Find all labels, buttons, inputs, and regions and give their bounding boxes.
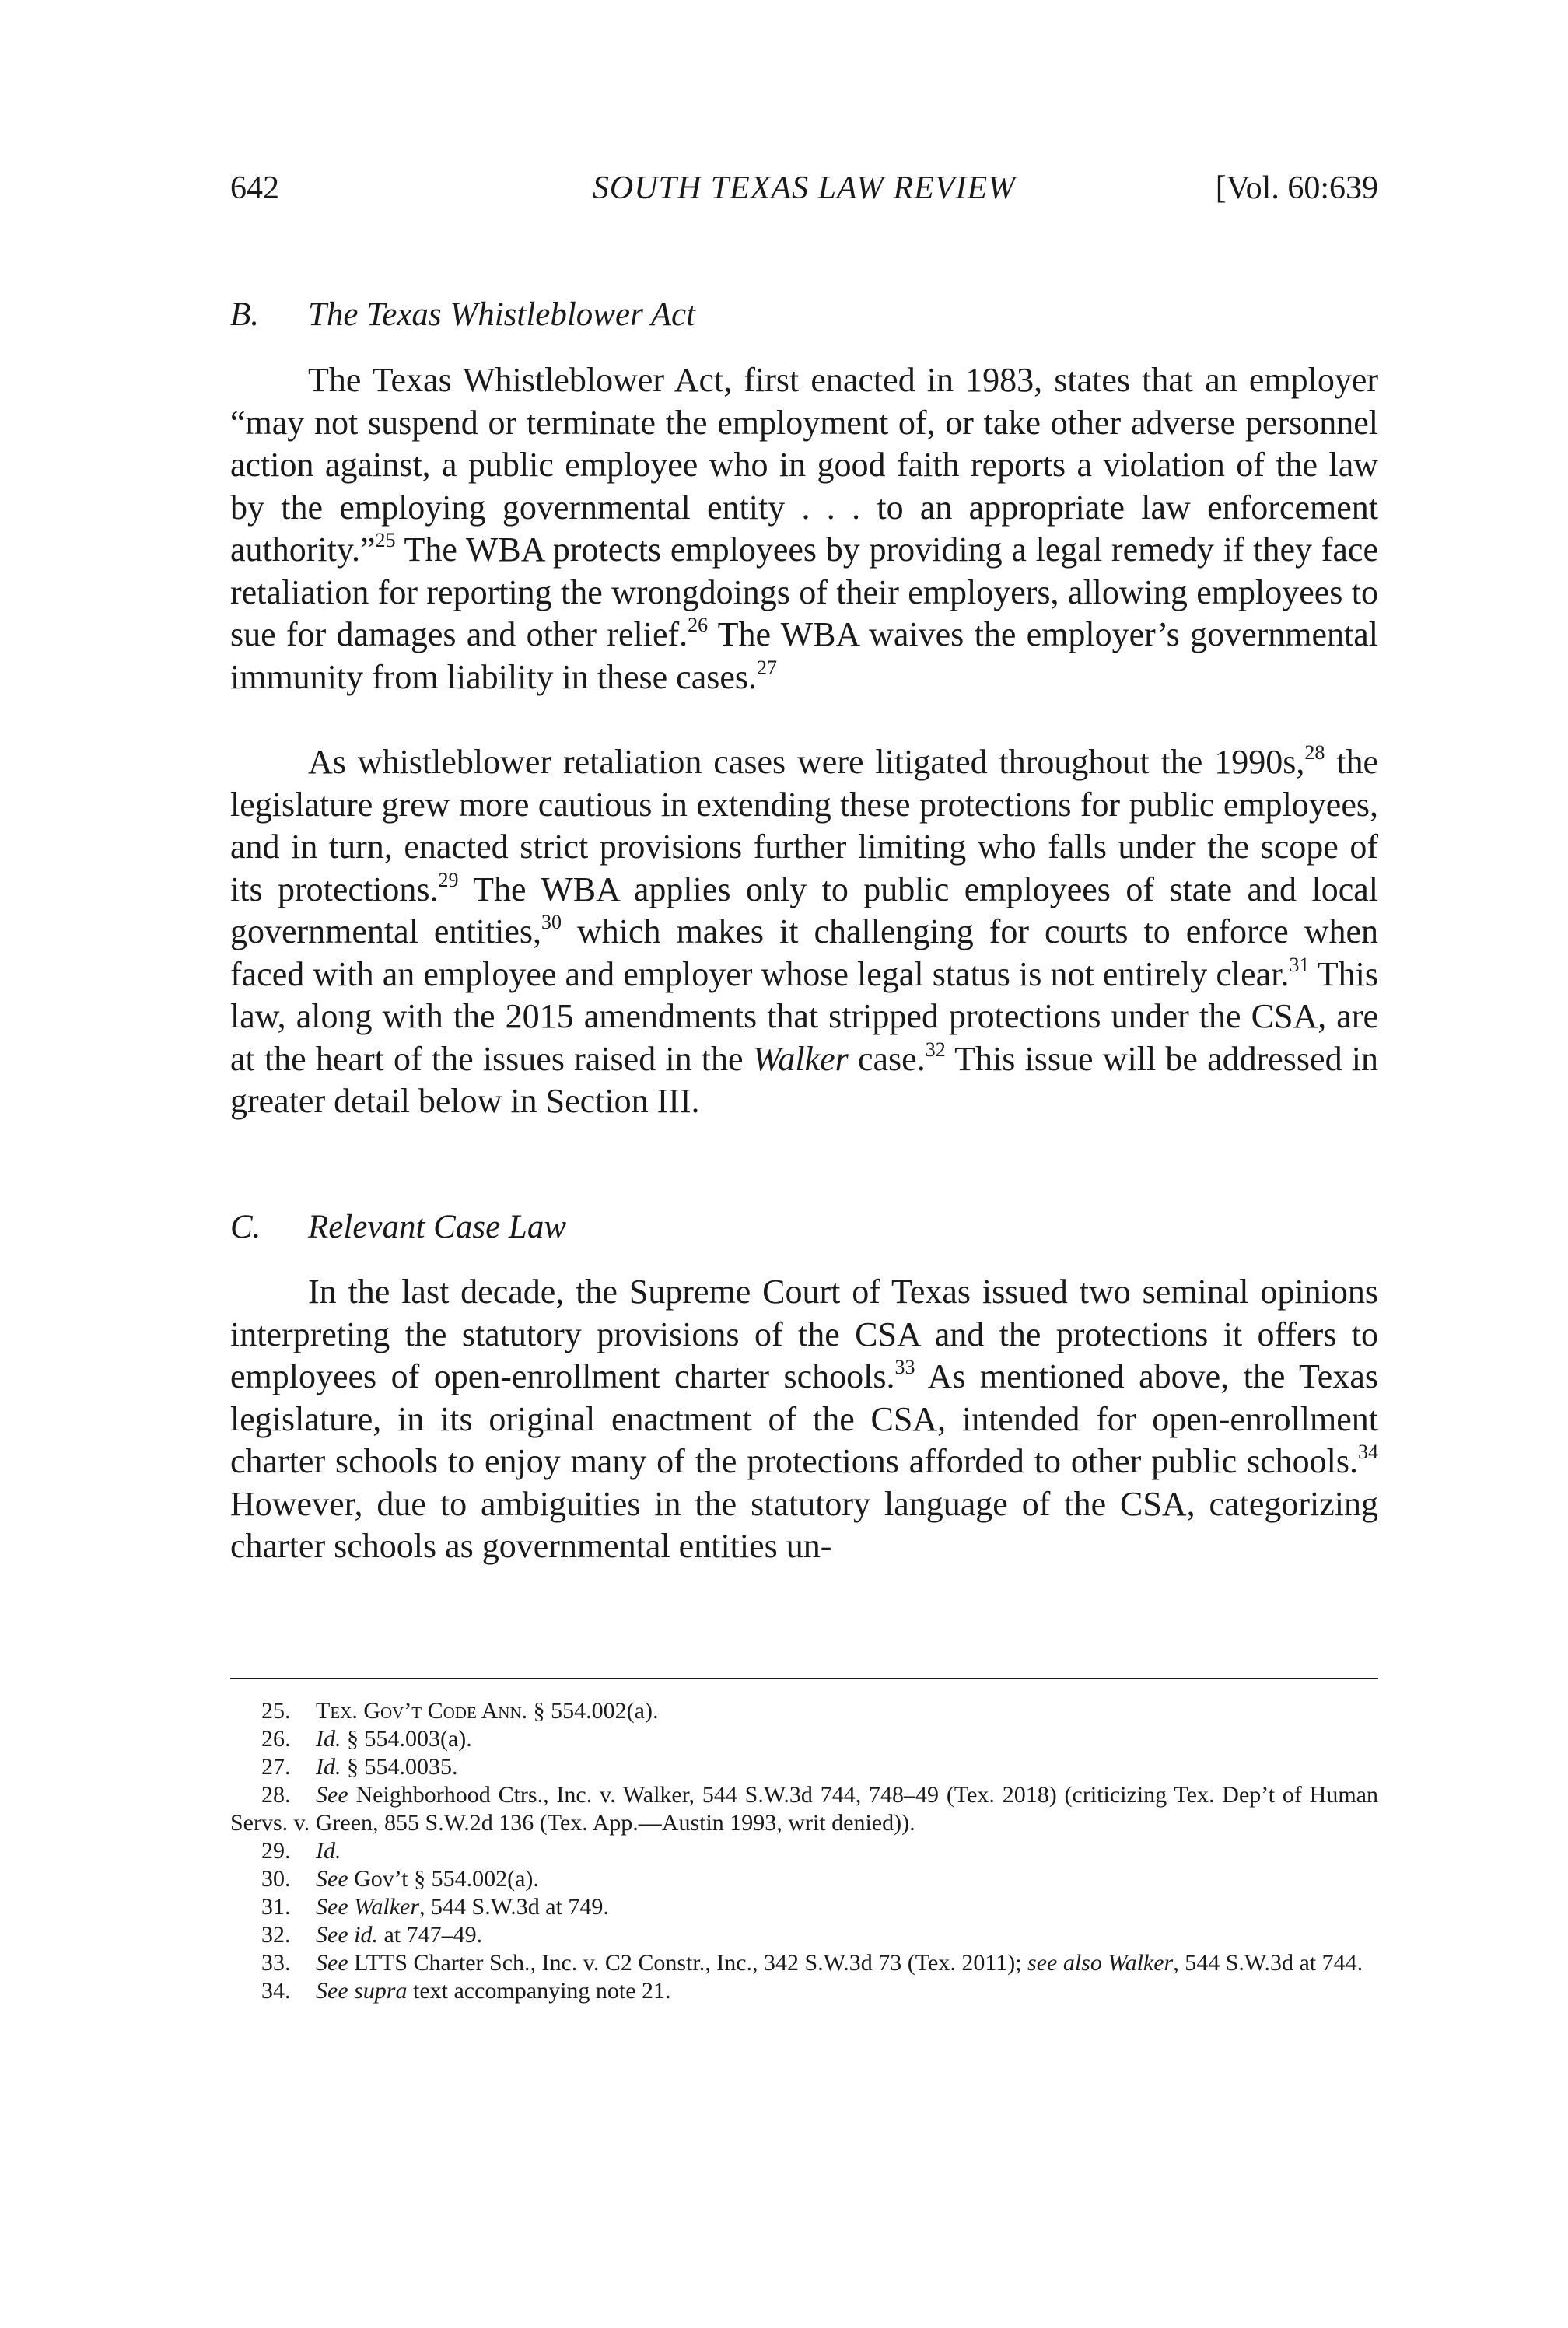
footnote: 27. Id. § 554.0035.: [261, 1754, 458, 1780]
footnote: 33. See LTTS Charter Sch., Inc. v. C2 Constr., Inc., 342 S.W.3d 73 (Tex. 2011); see also Walker, 544 S.W.3d at 744.: [261, 1950, 1363, 1976]
footnote: 25. Tex. Gov’t Code Ann. § 554.002(a).: [261, 1698, 659, 1724]
footnote-ref[interactable]: 32: [925, 1038, 946, 1061]
footnote: 28. See Neighborhood Ctrs., Inc. v. Walker, 544 S.W.3d 744, 748–49 (Tex. 2018) (criticizing Tex. Dep’t of Human Servs. v. Green, 855 S.W.2d 136 (Tex. App.—Austin 1993, writ denied)).: [230, 1782, 1378, 1836]
footnote-ref[interactable]: 28: [1304, 741, 1325, 764]
footnote: 29. Id.: [261, 1838, 341, 1864]
footnote-divider: [230, 1678, 1378, 1679]
footnote-ref[interactable]: 26: [688, 614, 709, 636]
footnote-ref[interactable]: 33: [894, 1356, 915, 1378]
section-heading-b: [230, 296, 695, 334]
section-title: Relevant Case Law: [308, 1209, 567, 1245]
footnotes: [230, 1697, 1378, 2005]
section-letter: B.: [230, 296, 260, 333]
footnote-ref[interactable]: 29: [438, 868, 459, 891]
paragraph-wba-history: As whistleblower retaliation cases were litigated throughout the 1990s,$^{28}$ the legislature grew more cautious in extending these protections for public employees, and in turn, enacted strict provisions further limiting who falls under the scope of its protections.$^{29}$ The WBA applies only to public employees of state and local governmental entities,$^{30}$ which makes it challenging for courts to enforce when faced with an employee and employer whose legal status is not entirely clear.$^{31}$ This law, along with the 2015 amendments that stripped protections under the CSA, are at the heart of the issues raised in the Walker case.$^{32}$ This issue will be addressed in greater detail below in Section III.: [230, 741, 1379, 1120]
footnote-ref[interactable]: 27: [757, 656, 777, 679]
paragraph-case-law: In the last decade, the Supreme Court of Texas issued two seminal opinions interpreting the statutory provisions of the CSA and the protections it offers to employees of open-enrollment charter schools.$^{33}$ As mentioned above, the Texas legislature, in its original enactment of the CSA, intended for open-enrollment charter schools to enjoy many of the protections afforded to other public schools.$^{34}$ However, due to ambiguities in the statutory language of the CSA, categorizing charter schools as governmental entities un-: [230, 1273, 1378, 1565]
section-letter: C.: [230, 1209, 261, 1245]
footnote: 30. See Gov’t § 554.002(a).: [261, 1866, 539, 1892]
volume-citation: [Vol. 60:639: [1215, 170, 1378, 206]
footnote: 26. Id. § 554.003(a).: [261, 1726, 472, 1752]
section-title: The Texas Whistleblower Act: [308, 296, 696, 333]
footnote-ref[interactable]: 34: [1358, 1441, 1378, 1463]
footnote: 31. See Walker, 544 S.W.3d at 749.: [261, 1894, 609, 1920]
footnote-ref[interactable]: 25: [375, 529, 396, 551]
page-number: 642: [230, 170, 279, 206]
section-heading-c: [230, 1208, 566, 1246]
paragraph-wba-intro: The Texas Whistleblower Act, first enacted in 1983, states that an employer “may not suspend or terminate the employment of, or take other adverse personnel action against, a public employee who in good faith reports a violation of the law by the employing governmental entity . . . to an appropriate law enforcement authority.”$^{25}$ The WBA protects employees by providing a legal remedy if they face retaliation for reporting the wrongdoings of their employers, allowing employees to sue for damages and other relief.$^{26}$ The WBA waives the employer’s governmental immunity from liability in these cases.$^{27}$: [230, 361, 1379, 696]
footnote: 34. See supra text accompanying note 21.: [261, 1978, 671, 2004]
running-header: [230, 170, 1378, 216]
footnote-ref[interactable]: 31: [1289, 953, 1310, 976]
journal-title: SOUTH TEXAS LAW REVIEW: [592, 170, 1017, 206]
footnote: 32. See id. at 747–49.: [261, 1922, 483, 1948]
footnote-ref[interactable]: 30: [541, 911, 562, 933]
